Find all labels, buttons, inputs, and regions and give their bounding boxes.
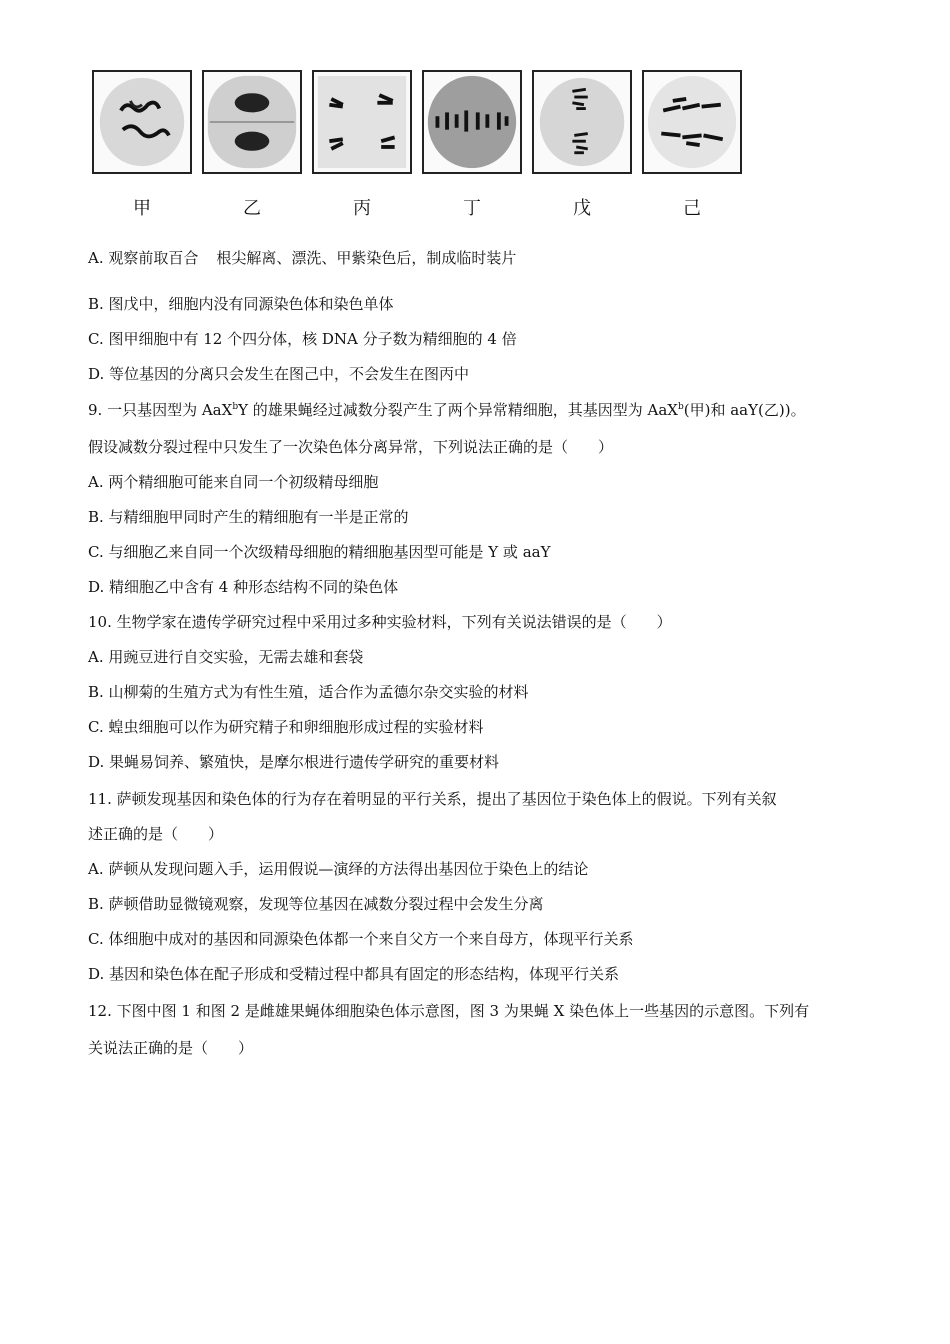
q9-stem-sup2: b — [677, 402, 684, 412]
q9-stem-line2: 假设减数分裂过程中只发生了一次染色体分离异常，下列说法正确的是（ ） — [88, 438, 614, 456]
micrograph-jia — [92, 70, 192, 174]
q9-stem-part2: Y 的雄果蝇经过减数分裂产生了两个异常精细胞，其基因型为 AaX — [238, 401, 678, 419]
micrograph-ding — [422, 70, 522, 174]
q8-option-a — [88, 248, 516, 268]
q11-stem-line2: 述正确的是（ ） — [88, 825, 224, 843]
q8-option-b: B. 图戊中，细胞内没有同源染色体和染色单体 — [88, 295, 394, 313]
q9-stem-line1 — [88, 400, 806, 420]
q10-option-c: C. 蝗虫细胞可以作为研究精子和卵细胞形成过程的实验材料 — [88, 718, 484, 736]
q11-option-b: B. 萨顿借助显微镜观察，发现等位基因在减数分裂过程中会发生分离 — [88, 895, 544, 913]
q11-option-c: C. 体细胞中成对的基因和同源染色体都一个来自父方一个来自母方，体现平行关系 — [88, 930, 634, 948]
label-wu: 戊 — [573, 198, 591, 219]
q10-option-d: D. 果蝇易饲养、繁殖快，是摩尔根进行遗传学研究的重要材料 — [88, 753, 500, 771]
q10-stem: 10. 生物学家在遗传学研究过程中采用过多种实验材料，下列有关说法错误的是（ ） — [88, 613, 672, 631]
q8-option-a-part2: 根尖解离、漂洗、甲紫染色后，制成临时装片 — [216, 249, 517, 267]
q11-option-d: D. 基因和染色体在配子形成和受精过程中都具有固定的形态结构，体现平行关系 — [88, 965, 620, 983]
micrograph-bing — [312, 70, 412, 174]
q8-option-a-part1: A. 观察前取百合 — [88, 249, 199, 267]
q8-option-d: D. 等位基因的分离只会发生在图己中，不会发生在图丙中 — [88, 365, 470, 383]
q9-stem-part3: (甲)和 aaY(乙))。 — [683, 401, 806, 419]
q12-stem-line1: 12. 下图中图 1 和图 2 是雌雄果蝇体细胞染色体示意图，图 3 为果蝇 X 染色体上一些基因的示意图。下列有 — [88, 1002, 810, 1020]
q9-option-b: B. 与精细胞甲同时产生的精细胞有一半是正常的 — [88, 508, 409, 526]
q11-option-a: A. 萨顿从发现问题入手，运用假说—演绎的方法得出基因位于染色上的结论 — [88, 860, 589, 878]
micrograph-ji — [642, 70, 742, 174]
q10-option-a: A. 用豌豆进行自交实验，无需去雄和套袋 — [88, 648, 364, 666]
q11-stem-line1: 11. 萨顿发现基因和染色体的行为存在着明显的平行关系，提出了基因位于染色体上的假说。下列有关叙 — [88, 790, 777, 808]
micrograph-wu — [532, 70, 632, 174]
q9-option-d: D. 精细胞乙中含有 4 种形态结构不同的染色体 — [88, 578, 399, 596]
q8-option-c: C. 图甲细胞中有 12 个四分体，核 DNA 分子数为精细胞的 4 倍 — [88, 330, 517, 348]
q10-option-b: B. 山柳菊的生殖方式为有性生殖，适合作为孟德尔杂交实验的材料 — [88, 683, 529, 701]
q9-stem-part1: 9. 一只基因型为 AaX — [88, 401, 233, 419]
q9-stem-sup1: b — [232, 402, 239, 412]
q9-option-a: A. 两个精细胞可能来自同一个初级精母细胞 — [88, 473, 379, 491]
q12-stem-line2: 关说法正确的是（ ） — [88, 1039, 254, 1057]
label-jia: 甲 — [133, 198, 151, 219]
label-bing: 丙 — [353, 198, 371, 219]
micrograph-yi — [202, 70, 302, 174]
q9-option-c: C. 与细胞乙来自同一个次级精母细胞的精细胞基因型可能是 Y 或 aaY — [88, 543, 551, 561]
label-ji: 己 — [683, 198, 701, 219]
micrograph-figure — [88, 70, 748, 220]
label-ding: 丁 — [463, 198, 481, 219]
label-yi: 乙 — [243, 198, 261, 219]
